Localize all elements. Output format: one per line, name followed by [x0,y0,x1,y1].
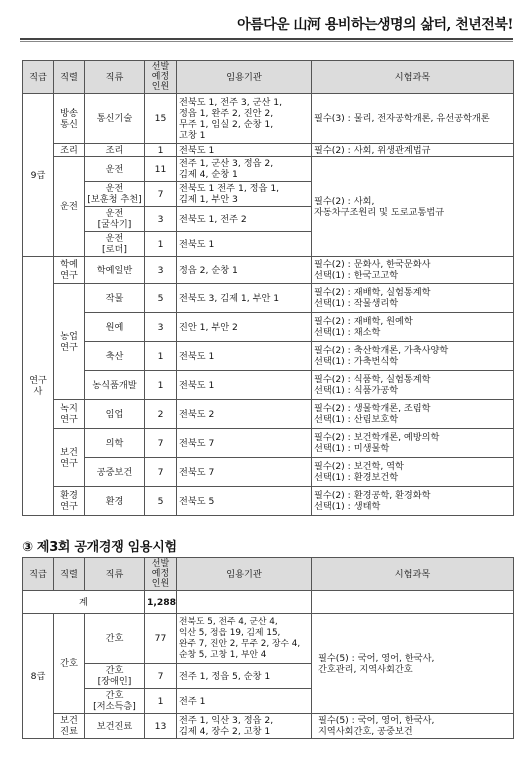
subjects-cell: 필수(2) : 재배학, 원예학 선택(1) : 채소학 [312,313,514,342]
agency-cell: 전북도 1, 전주 2 [177,207,312,232]
quota-cell: 11 [145,157,177,182]
section-3-title: ③ 제3회 공개경쟁 임용시험 [22,540,177,555]
class-cell: 운전 [85,157,145,182]
quota-cell: 5 [145,284,177,313]
series-cell: 간호 [54,614,85,714]
header-rule-thin [20,41,513,42]
agency-cell: 전주 1, 군산 3, 정읍 2, 김제 4, 순창 1 [177,157,312,182]
quota-cell: 3 [145,257,177,284]
agency-cell: 전주 1, 익산 3, 정읍 2, 김제 4, 장수 2, 고창 1 [177,714,312,739]
subjects-cell: 필수(3) : 물리, 전자공학개론, 유선공학개론 [312,94,514,144]
series-cell: 조리 [54,144,85,157]
empty-cell [312,591,514,614]
agency-cell: 전북도 1 [177,144,312,157]
grade-cell: 8급 [23,614,54,739]
class-cell: 운전 [보훈청 추천] [85,182,145,207]
class-cell: 원예 [85,313,145,342]
quota-cell: 7 [145,429,177,458]
col-header-quota: 선발 예정 인원 [145,61,177,94]
agency-cell: 전북도 1 [177,342,312,371]
series-cell: 운전 [54,157,85,257]
subjects-cell: 필수(2) : 보건학, 역학 선택(1) : 환경보건학 [312,458,514,487]
agency-cell: 정읍 2, 순창 1 [177,257,312,284]
quota-cell: 3 [145,207,177,232]
empty-cell [177,591,312,614]
col-header-class: 직류 [85,61,145,94]
total-value: 1,288 [145,591,177,614]
quota-cell: 15 [145,94,177,144]
quota-cell: 2 [145,400,177,429]
header-rule [20,38,513,40]
subjects-cell: 필수(2) : 생물학개론, 조림학 선택(1) : 산림보호학 [312,400,514,429]
series-cell: 학예 연구 [54,257,85,284]
col-header-class: 직류 [85,558,145,591]
series-cell: 방송 통신 [54,94,85,144]
quota-cell: 1 [145,689,177,714]
grade-cell: 연구사 [23,257,54,516]
grade-cell: 9급 [23,94,54,257]
agency-cell: 전북도 5, 전주 4, 군산 4, 익산 5, 정읍 19, 김제 15, 완주 7, 진안 2, 무주 2, 장수 4, 순창 5, 고창 1, 부안 4 [177,614,312,664]
quota-cell: 3 [145,313,177,342]
col-header-series: 직렬 [54,558,85,591]
class-cell: 통신기술 [85,94,145,144]
quota-cell: 77 [145,614,177,664]
series-cell: 녹지 연구 [54,400,85,429]
quota-cell: 7 [145,664,177,689]
subjects-cell: 필수(2) : 문화사, 한국문화사 선택(1) : 한국고고학 [312,257,514,284]
subjects-cell: 필수(2) : 사회, 자동차구조원리 및 도로교통법규 [312,157,514,257]
col-header-grade: 직급 [23,558,54,591]
page-header-title: 아름다운 山河 용비하는생명의 삶터, 천년전북! [237,17,513,33]
recruitment-table-1 [22,60,514,516]
agency-cell: 전북도 7 [177,429,312,458]
recruitment-table-2 [22,557,514,739]
subjects-cell: 필수(5) : 국어, 영어, 한국사, 지역사회간호, 공중보건 [312,714,514,739]
class-cell: 간호 [85,614,145,664]
quota-cell: 7 [145,182,177,207]
quota-cell: 1 [145,342,177,371]
subjects-cell: 필수(2) : 보건학개론, 예방의학 선택(1) : 미생물학 [312,429,514,458]
quota-cell: 7 [145,458,177,487]
total-label: 계 [23,591,145,614]
class-cell: 보건진료 [85,714,145,739]
class-cell: 축산 [85,342,145,371]
subjects-cell: 필수(2) : 사회, 위생관계법규 [312,144,514,157]
agency-cell: 전북도 1 전주 1, 정읍 1, 김제 1, 부안 3 [177,182,312,207]
series-cell: 환경 연구 [54,487,85,516]
series-cell: 보건 진료 [54,714,85,739]
class-cell: 간호 [저소득층] [85,689,145,714]
class-cell: 공중보건 [85,458,145,487]
subjects-cell: 필수(5) : 국어, 영어, 한국사, 간호관리, 지역사회간호 [312,614,514,714]
col-header-quota: 선발 예정 인원 [145,558,177,591]
class-cell: 작물 [85,284,145,313]
agency-cell: 전북도 1 [177,232,312,257]
agency-cell: 전북도 7 [177,458,312,487]
col-header-subjects: 시험과목 [312,61,514,94]
series-cell: 농업 연구 [54,284,85,400]
agency-cell: 전북도 2 [177,400,312,429]
subjects-cell: 필수(2) : 식품학, 실험통계학 선택(1) : 식품가공학 [312,371,514,400]
quota-cell: 1 [145,144,177,157]
col-header-series: 직렬 [54,61,85,94]
class-cell: 운전 [로더] [85,232,145,257]
class-cell: 운전 [굴삭기] [85,207,145,232]
quota-cell: 1 [145,371,177,400]
col-header-agency: 임용기관 [177,61,312,94]
agency-cell: 진안 1, 부안 2 [177,313,312,342]
class-cell: 임업 [85,400,145,429]
class-cell: 환경 [85,487,145,516]
quota-cell: 13 [145,714,177,739]
quota-cell: 5 [145,487,177,516]
agency-cell: 전주 1, 정읍 5, 순창 1 [177,664,312,689]
col-header-grade: 직급 [23,61,54,94]
class-cell: 농식품개발 [85,371,145,400]
class-cell: 조리 [85,144,145,157]
agency-cell: 전북도 3, 김제 1, 부안 1 [177,284,312,313]
class-cell: 학예일반 [85,257,145,284]
agency-cell: 전북도 1 [177,371,312,400]
quota-cell: 1 [145,232,177,257]
class-cell: 간호 [장애인] [85,664,145,689]
col-header-subjects: 시험과목 [312,558,514,591]
agency-cell: 전북도 1, 전주 3, 군산 1, 정읍 1, 완주 2, 진안 2, 무주 1, 임실 2, 순창 1, 고창 1 [177,94,312,144]
series-cell: 보건 연구 [54,429,85,487]
class-cell: 의학 [85,429,145,458]
agency-cell: 전주 1 [177,689,312,714]
subjects-cell: 필수(2) : 재배학, 실험통계학 선택(1) : 작물생리학 [312,284,514,313]
subjects-cell: 필수(2) : 축산학개론, 가축사양학 선택(1) : 가축번식학 [312,342,514,371]
subjects-cell: 필수(2) : 환경공학, 환경화학 선택(1) : 생태학 [312,487,514,516]
agency-cell: 전북도 5 [177,487,312,516]
col-header-agency: 임용기관 [177,558,312,591]
